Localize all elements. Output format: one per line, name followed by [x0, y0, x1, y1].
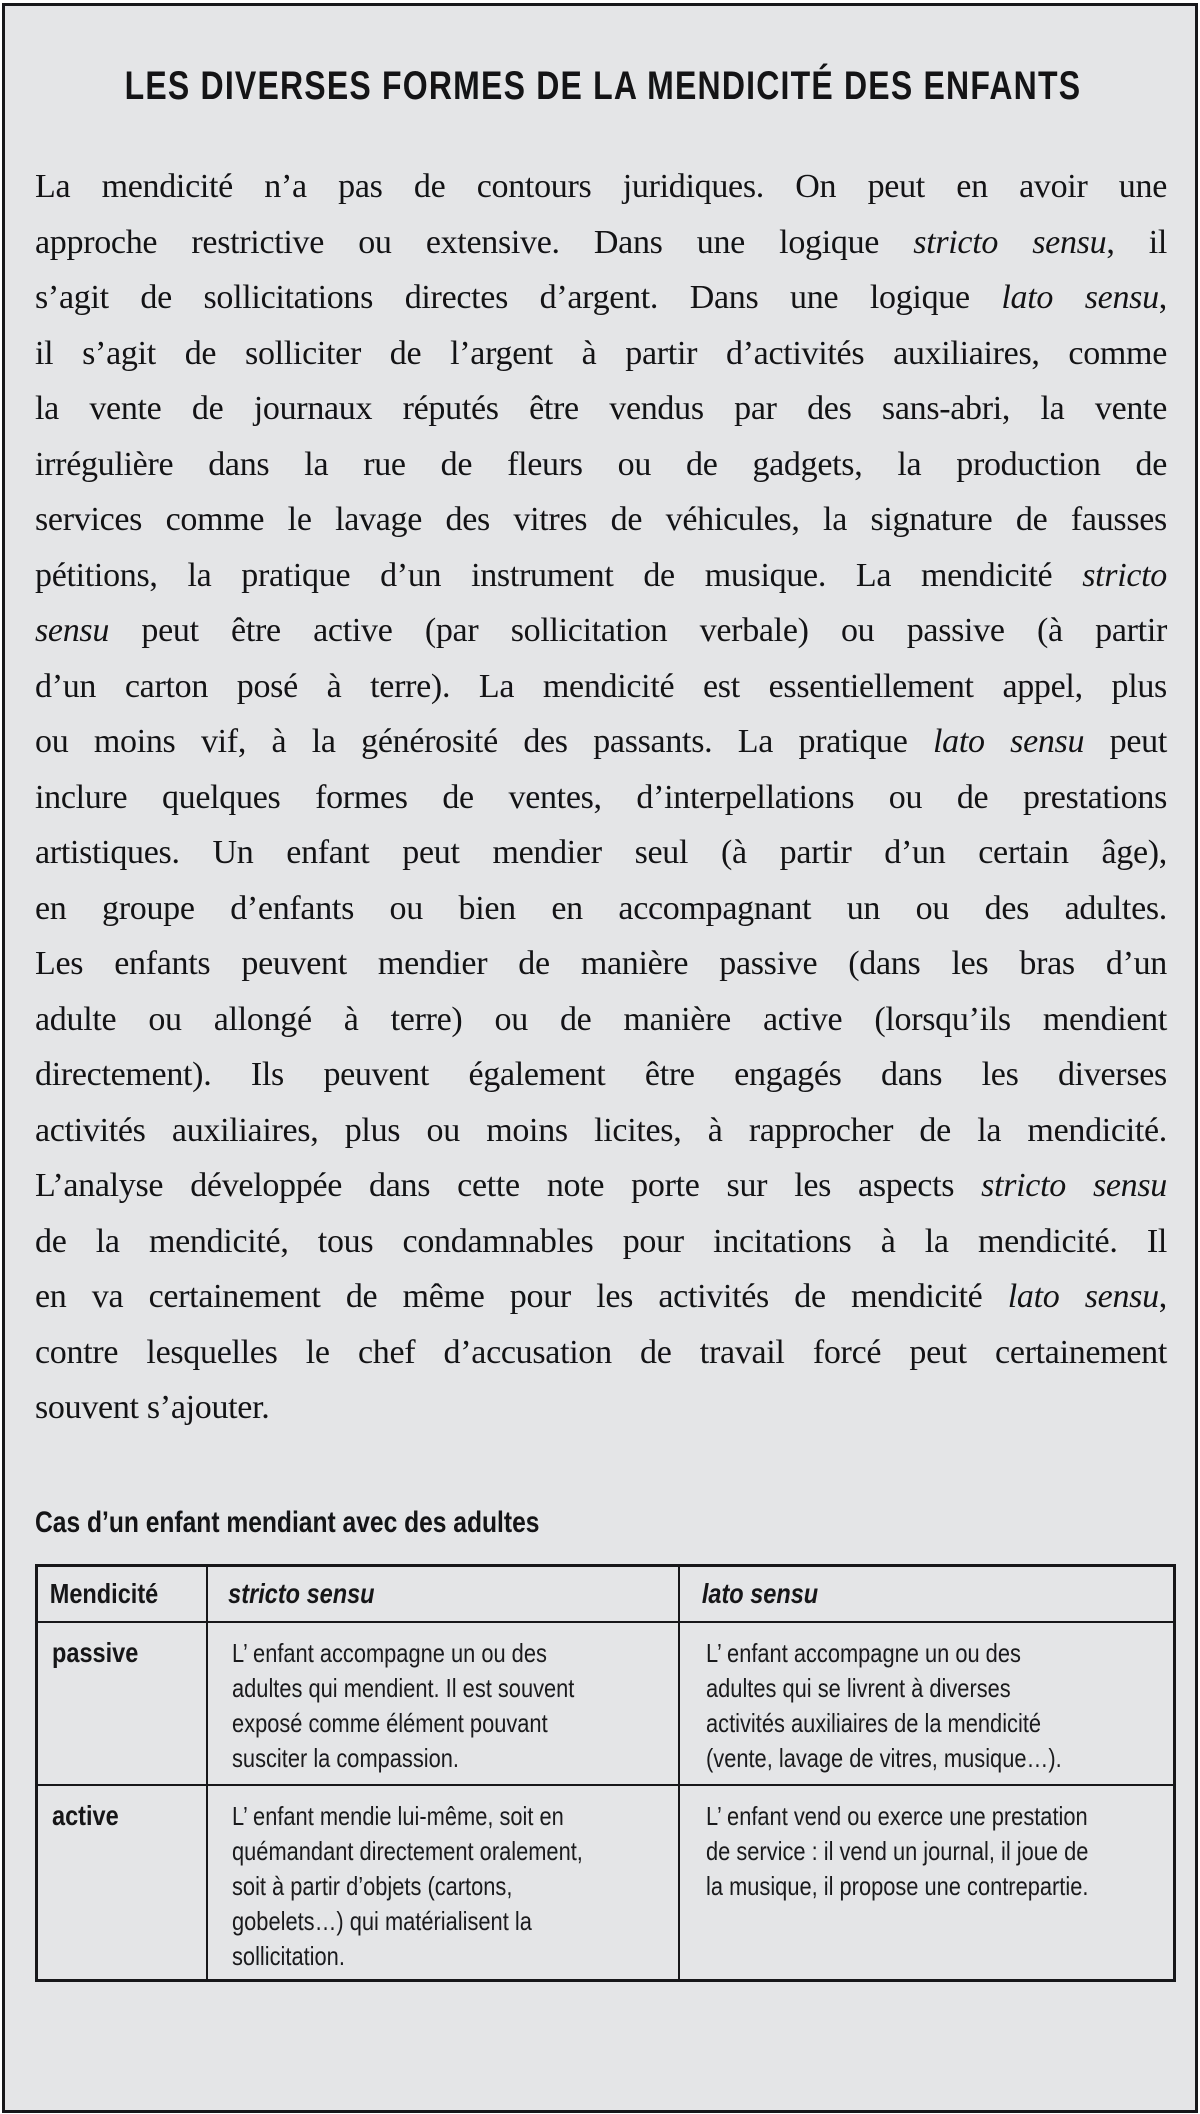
cell-passive-lato: [679, 1622, 1175, 1785]
header-cell-lato-sensu: [679, 1565, 1175, 1622]
text-line: inclure quelques formes de ventes, d’interpellations ou de prestations: [35, 778, 1167, 816]
text-line: artistiques. Un enfant peut mendier seul (à partir d’un certain âge),: [35, 834, 1167, 871]
text-line: en groupe d’enfants ou bien en accompagnant un ou des adultes.: [35, 889, 1167, 927]
text-line: directement). Ils peuvent également être engagés dans les diverses: [35, 1056, 1167, 1093]
text-line: activités auxiliaires, plus ou moins licites, à rapprocher de la mendicité.: [35, 1111, 1167, 1149]
text-line: adulte ou allongé à terre) ou de manière active (lorsqu’ils mendient: [35, 1000, 1167, 1038]
text-line: ou moins vif, à la générosité des passants. La pratique lato sensu peut: [35, 723, 1168, 760]
cell-passive-stricto: [207, 1622, 679, 1785]
mendicite-table: [35, 1564, 1176, 1982]
header-cell-stricto-sensu: [207, 1565, 679, 1622]
header-label-stricto-sensu: stricto sensu: [227, 1577, 375, 1609]
cell-text: [706, 1636, 1175, 1776]
document-panel: [2, 3, 1198, 2113]
row-label-passive: passive: [52, 1637, 139, 1668]
text-line: soit à partir d’objets (cartons,: [231, 1871, 512, 1901]
text-line: adultes qui mendient. Il est souvent: [231, 1673, 574, 1703]
cell-active-stricto: [207, 1785, 679, 1980]
table-caption: Cas d’un enfant mendiant avec des adultes: [35, 1505, 540, 1539]
row-label-cell: [37, 1785, 207, 1980]
text-line: de la mendicité, tous condamnables pour incitations à la mendicité. Il: [35, 1222, 1167, 1260]
text-line: La mendicité n’a pas de contours juridiques. On peut en avoir une: [35, 168, 1167, 205]
text-line: Les enfants peuvent mendier de manière passive (dans les bras d’un: [35, 945, 1167, 982]
cell-text: [706, 1799, 1175, 1904]
text-line: souvent s’ajouter.: [35, 1389, 270, 1426]
text-line: approche restrictive ou extensive. Dans une logique stricto sensu, il: [35, 223, 1168, 261]
text-line: L’ enfant accompagne un ou des: [705, 1638, 1021, 1668]
header-cell-mendicite: [37, 1565, 207, 1622]
text-line: il s’agit de solliciter de l’argent à partir d’activités auxiliaires, comme: [35, 334, 1167, 372]
table-row-passive: [37, 1622, 1175, 1785]
text-line: L’ enfant mendie lui-même, soit en: [231, 1801, 564, 1831]
table-caption-row: [35, 1506, 1165, 1540]
text-line: activités auxiliaires de la mendicité: [705, 1708, 1041, 1738]
text-line: pétitions, la pratique d’un instrument de musique. La mendicité stricto: [35, 556, 1167, 594]
text-line: contre lesquelles le chef d’accusation de travail forcé peut certainement: [35, 1333, 1167, 1371]
table-row-active: [37, 1785, 1175, 1980]
cell-text: [232, 1799, 679, 1974]
text-line: de service : il vend un journal, il joue de: [705, 1836, 1088, 1866]
text-line: (vente, lavage de vitres, musique…).: [705, 1743, 1062, 1773]
text-line: quémandant directement oralement,: [231, 1836, 583, 1866]
text-line: s’agit de sollicitations directes d’argent. Dans une logique lato sensu,: [35, 279, 1167, 316]
header-label-mendicite: Mendicité: [49, 1577, 159, 1609]
text-line: la musique, il propose une contrepartie.: [705, 1871, 1088, 1901]
row-label-active: active: [52, 1800, 119, 1831]
text-line: sensu peut être active (par sollicitation verbale) ou passive (à partir: [35, 612, 1167, 649]
page-title: LES DIVERSES FORMES DE LA MENDICITÉ DES ENFANTS: [124, 64, 1082, 108]
text-line: L’ enfant accompagne un ou des: [231, 1638, 547, 1668]
text-line: L’ enfant vend ou exerce une prestation: [705, 1801, 1088, 1831]
cell-text: [232, 1636, 679, 1776]
text-line: irrégulière dans la rue de fleurs ou de gadgets, la production de: [35, 445, 1167, 483]
text-line: exposé comme élément pouvant: [231, 1708, 548, 1738]
body-paragraph: [35, 159, 1167, 1436]
row-label-cell: [37, 1622, 207, 1785]
text-line: services comme le lavage des vitres de véhicules, la signature de fausses: [35, 501, 1167, 538]
header-label-lato-sensu: lato sensu: [701, 1577, 818, 1609]
title-row: [5, 64, 1195, 109]
text-line: la vente de journaux réputés être vendus par des sans-abri, la vente: [35, 390, 1167, 427]
text-line: d’un carton posé à terre). La mendicité est essentiellement appel, plus: [35, 667, 1167, 705]
cell-active-lato: [679, 1785, 1175, 1980]
text-line: en va certainement de même pour les activités de mendicité lato sensu,: [35, 1278, 1167, 1315]
text-line: adultes qui se livrent à diverses: [705, 1673, 1011, 1703]
text-line: sollicitation.: [231, 1941, 345, 1971]
text-line: gobelets…) qui matérialisent la: [231, 1906, 532, 1936]
text-line: susciter la compassion.: [231, 1743, 459, 1773]
table-header-row: [37, 1565, 1175, 1622]
text-line: L’analyse développée dans cette note porte sur les aspects stricto sensu: [35, 1167, 1168, 1204]
